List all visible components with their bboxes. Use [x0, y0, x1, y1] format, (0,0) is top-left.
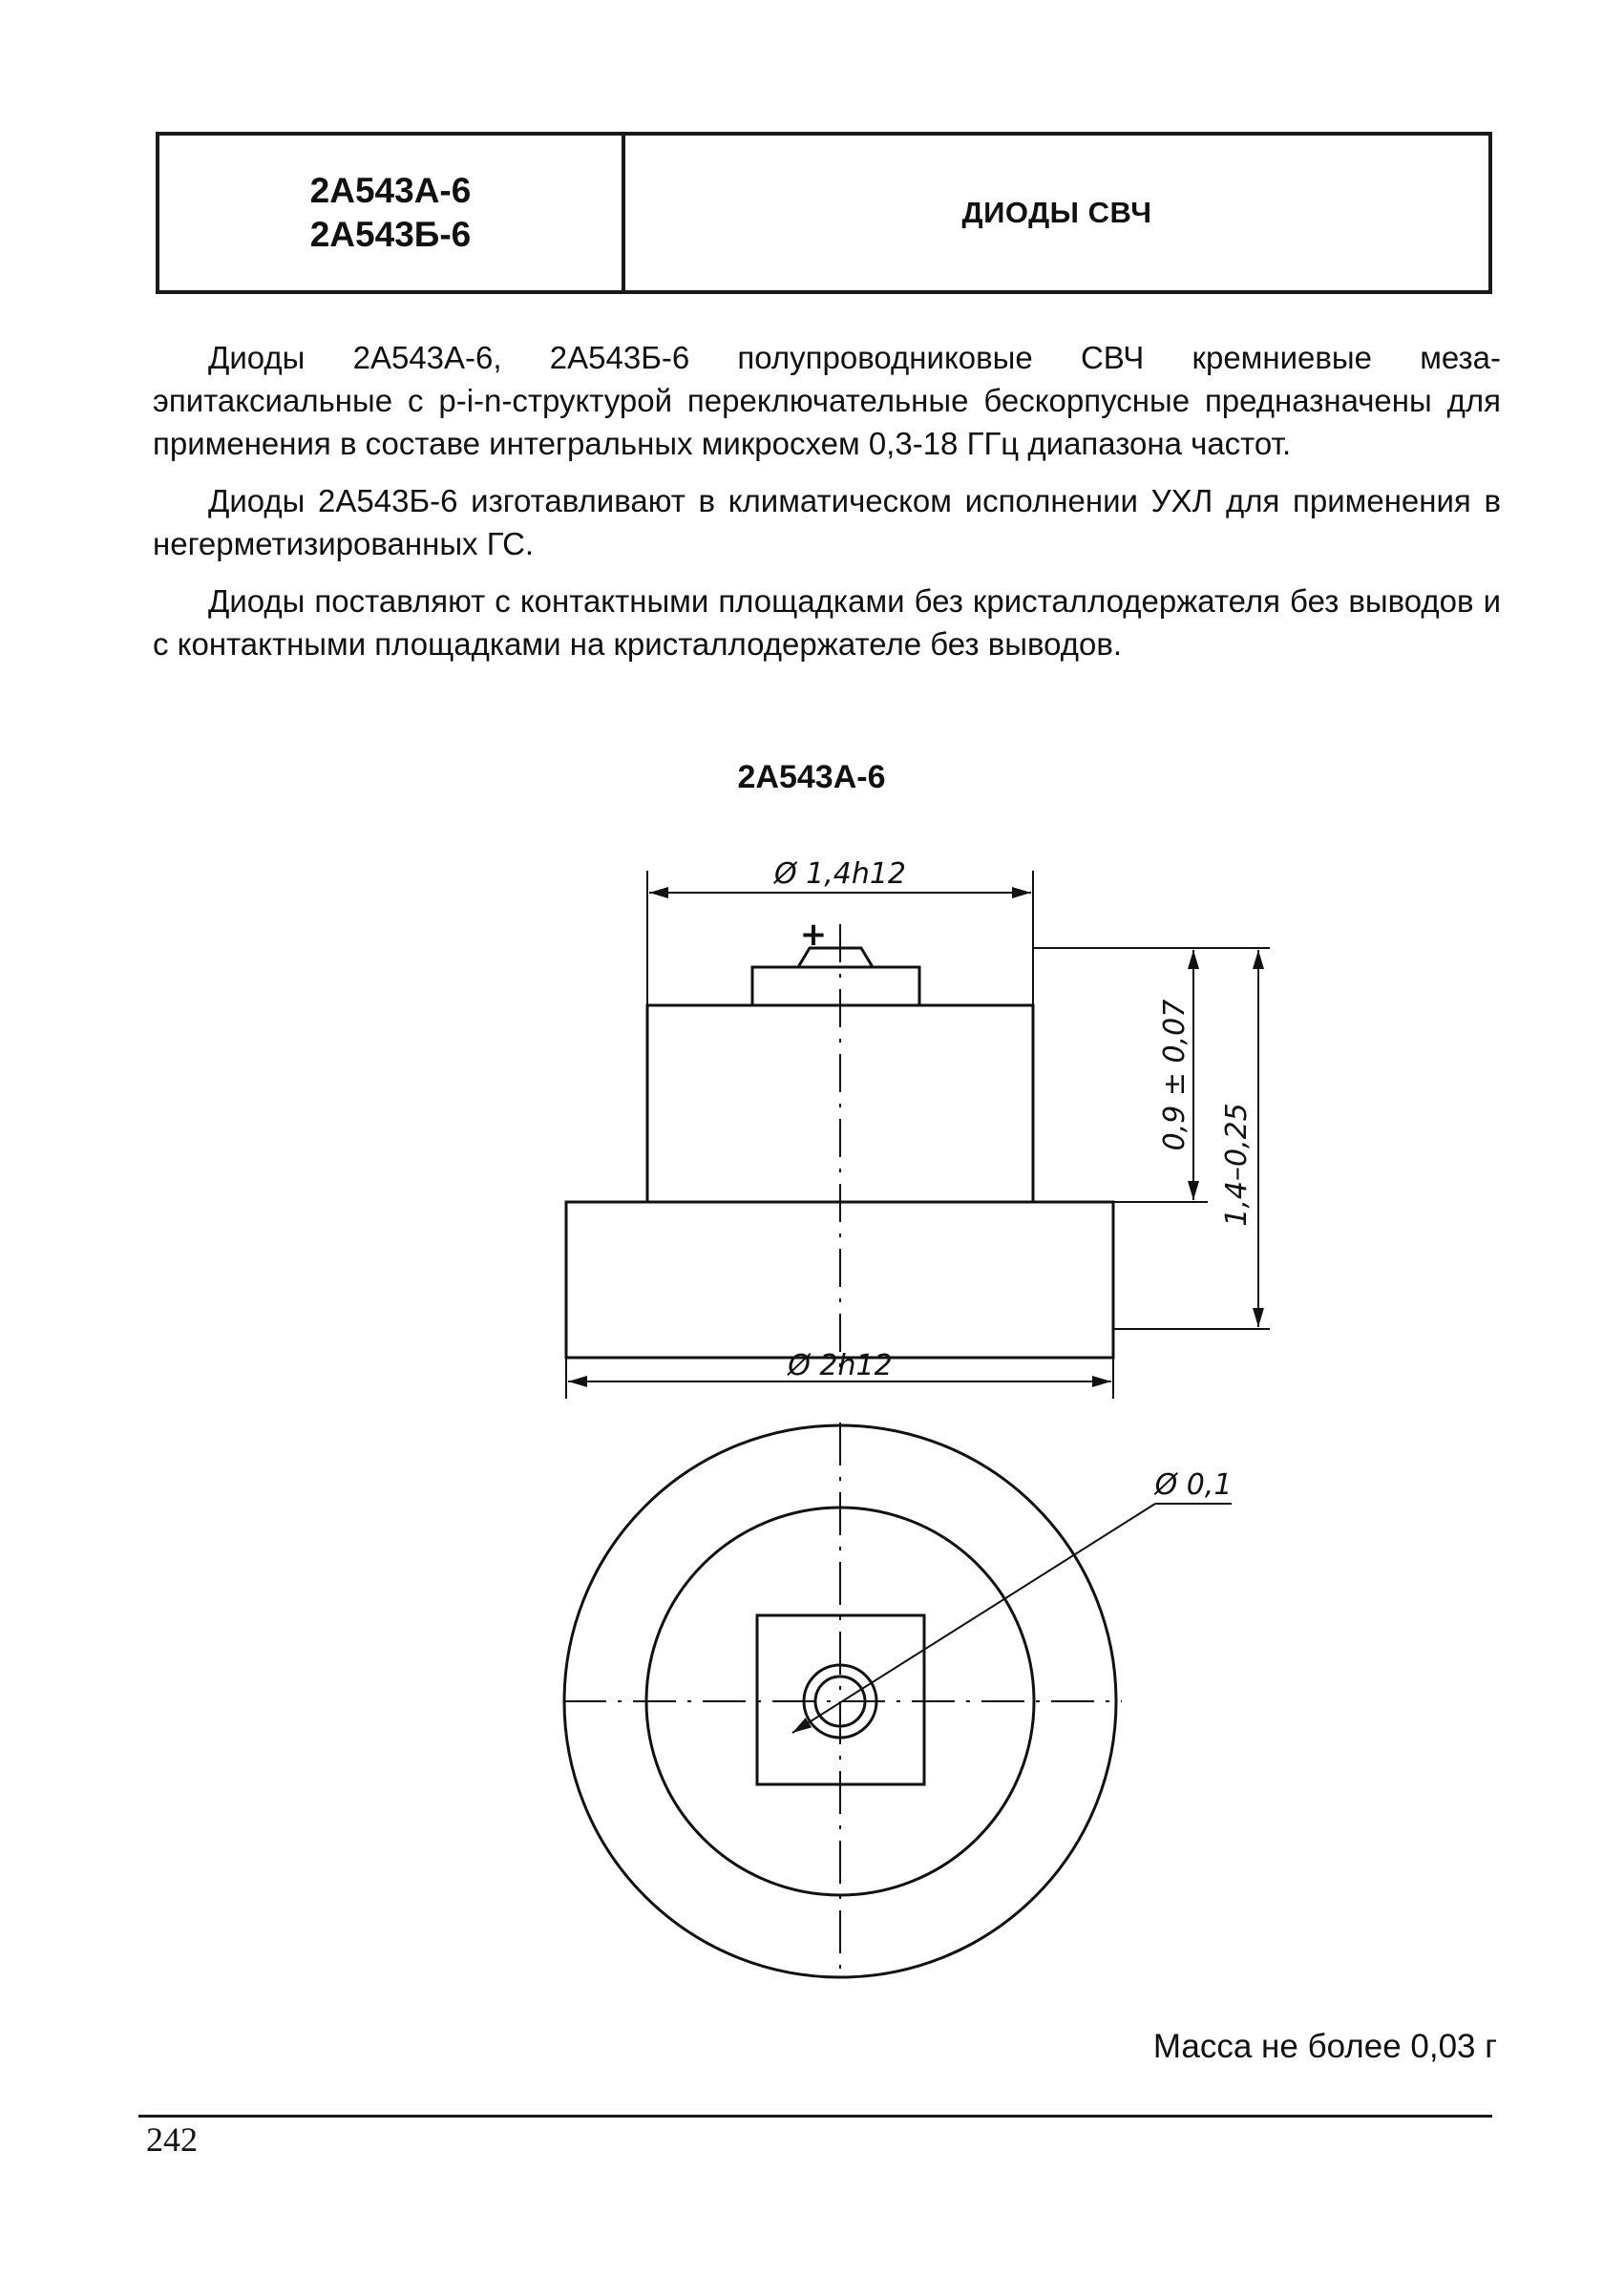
paragraph-3: Диоды поставляют с контактными площадками без кристаллодержателя без выводов и с контактными площадками на кристаллодержателе без выводов.	[153, 583, 1501, 662]
header-title: ДИОДЫ СВЧ	[961, 196, 1152, 229]
dim-text-bottom-diameter: Ø 2h12	[788, 1349, 893, 1382]
footer-rule	[138, 2115, 1492, 2118]
paragraph-1: Диоды 2А543А-6, 2А543Б-6 полупроводниковые СВЧ кремниевые меза-эпитаксиальные с p-i-n-структурой переключательные бескорпусные предназначены для применения в составе интегральных микросхем 0,3-18 ГГц диапазона частот.	[153, 340, 1501, 461]
dim-text-contact-diameter: Ø 0,1	[1154, 1468, 1233, 1502]
dim-text-top-diameter: Ø 1,4h12	[773, 857, 907, 891]
dim-text-upper-height: 0,9 ± 0,07	[1158, 999, 1192, 1151]
page-number: 242	[146, 2120, 198, 2159]
mass-note: Масса не более 0,03 г	[1152, 2028, 1497, 2065]
figure-title: 2А543А-6	[737, 759, 886, 795]
model-a: 2А543А-6	[309, 171, 472, 210]
dim-text-total-height: 1,4–0,25	[1220, 1103, 1254, 1227]
contact-pad	[752, 967, 919, 1005]
polarity-mark: +	[799, 916, 828, 954]
contact-diameter-leader	[792, 1504, 1155, 1733]
paragraph-2: Диоды 2А543Б-6 изготавливают в климатическом исполнении УХЛ для применения в негерметизированных ГС.	[153, 483, 1501, 561]
model-b: 2А543Б-6	[309, 215, 472, 254]
